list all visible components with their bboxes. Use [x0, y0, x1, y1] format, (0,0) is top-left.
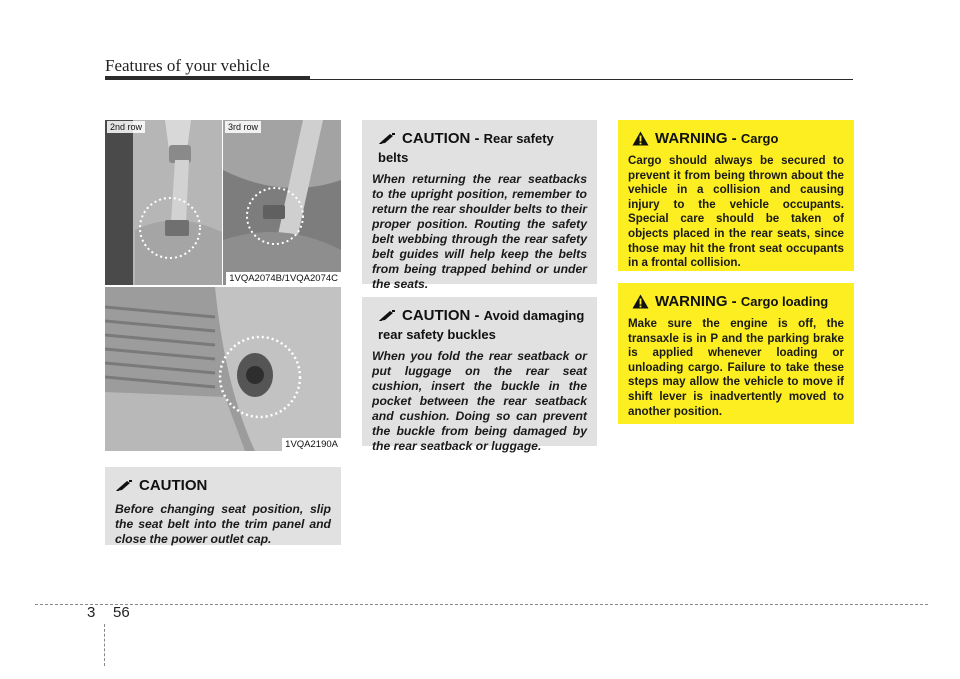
warning-body-cargo: Cargo should always be secured to prevent it from being thrown about the vehicle in a collision and causing injury to the vehicle occupants. Special care should be taken of objects placed in the rear seats, since those may hit the front seat occupants in a frontal collision. — [628, 154, 844, 270]
caution-title: CAUTION - — [402, 130, 484, 147]
warning-title: WARNING - — [655, 130, 741, 147]
caution-box-rear-buckles — [362, 297, 597, 453]
caution-title: CAUTION — [139, 477, 208, 494]
warning-triangle-icon — [632, 131, 649, 150]
warning-title: WARNING - — [655, 293, 741, 310]
photo-code-buckle: 1VQA2190A — [282, 438, 341, 451]
caution-body-seat-position: Before changing seat position, slip the seat belt into the trim panel and close the power outlet cap. — [115, 502, 331, 546]
warning-triangle-icon — [632, 294, 649, 313]
pen-icon — [378, 132, 396, 149]
caution-subtitle: Avoid damaging rear safety buckles — [378, 308, 585, 342]
caution-body-rear-buckles: When you fold the rear seatback or put luggage on the rear seat cushion, insert the buckle in the pocket between the rear seatback and cushion. Doing so can prevent the buckle from being damaged by the rear seatback or luggage. — [372, 349, 587, 453]
caution-subtitle: Rear safety belts — [378, 131, 554, 165]
pen-icon — [115, 479, 133, 496]
photo-2nd-row-belt — [105, 120, 222, 285]
header-rule-thick — [105, 76, 310, 80]
footer-vertical-rule — [104, 624, 105, 666]
photo-label-2nd-row: 2nd row — [107, 121, 145, 133]
page-number: 56 — [113, 604, 130, 621]
photo-code-seatbelt: 1VQA2074B/1VQA2074C — [226, 272, 341, 285]
caution-box-seat-position — [105, 467, 341, 545]
photo-buckle-pocket — [105, 287, 341, 451]
warning-box-cargo-loading — [618, 283, 854, 424]
header-rule-thin — [310, 79, 853, 80]
caution-title: CAUTION - — [402, 307, 484, 324]
caution-body-rear-safety-belts: When returning the rear seatbacks to the upright position, remember to return the rear shoulder belts to their proper position. Routing the safety belt webbing through the rear safety belt guides will help keep the belts from being trapped behind or under the seats. — [372, 172, 587, 291]
photo-label-3rd-row: 3rd row — [225, 121, 261, 133]
warning-subtitle: Cargo loading — [740, 294, 829, 309]
warning-subtitle: Cargo — [740, 131, 779, 146]
pen-icon — [378, 309, 396, 326]
footer-dashed-rule — [35, 604, 928, 605]
page-header-title: Features of your vehicle — [105, 56, 270, 75]
warning-box-cargo — [618, 120, 854, 271]
warning-body-cargo-loading: Make sure the engine is off, the transaxle is in P and the parking brake is applied whenever loading or unloading cargo. Failure to take these steps may allow the vehicle to move if shift lever is inadvertently moved to another position. — [628, 317, 844, 418]
photo-3rd-row-belt — [223, 120, 341, 285]
chapter-number: 3 — [87, 604, 96, 621]
caution-box-rear-safety-belts — [362, 120, 597, 291]
